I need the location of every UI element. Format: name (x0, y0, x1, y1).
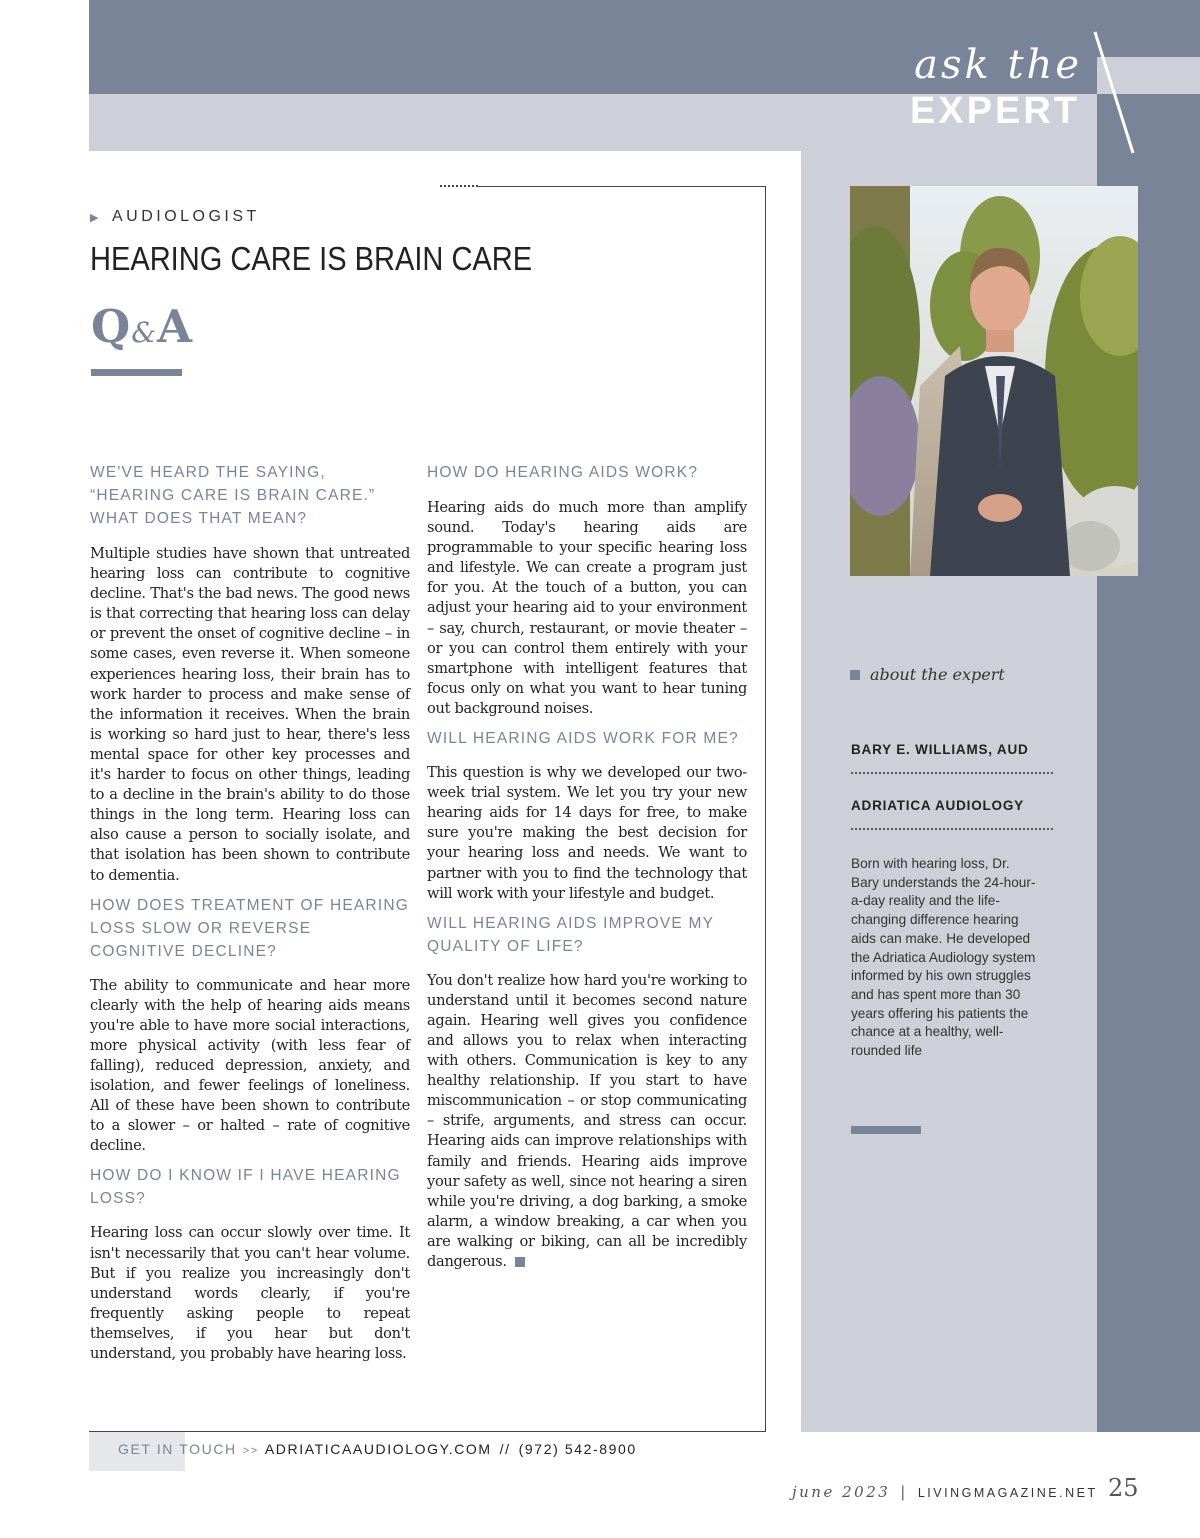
qa-amp: & (131, 316, 158, 349)
banner-ask-the: ask the (914, 42, 1082, 88)
square-bullet-icon (850, 670, 860, 680)
contact-label: GET IN TOUCH (118, 1441, 237, 1457)
answer-6-wrap (427, 971, 747, 1272)
answer-3: Hearing loss can occur slowly over time. It isn't necessarily that you can't hear volume. But if you realize you increasingly don't understand words clearly, if you're frequently asking people to repeat themselves, if you hear but don't understand, you probably have hearing loss. (90, 1224, 410, 1362)
page-number: 25 (1108, 1474, 1139, 1502)
answer-5: This question is why we developed our two-week trial system. We let you try your new hearing aids for 14 days for free, to make sure you're making the best decision for your hearing loss and needs. We want to partner with you to find the technology that will work with your lifestyle and budget. (427, 764, 747, 902)
answer-6: You don't realize how hard you're working to understand until it becomes second nature again. Hearing well gives you confidence and allows you to relax when interacting with others. Communication is key to any healthy relationship. If you start to have miscommunication – or stop communicating – strife, arguments, and stress can occur. Hearing aids can improve relationships with family and friends. Hearing aids improve your safety as well, since not hearing a siren while you're driving, a dog barking, a smoke alarm, a window breaking, a car when you are walking or biking, can all be incredibly dangerous. (427, 971, 747, 1270)
section-kicker (90, 208, 260, 226)
answer-4: Hearing aids do much more than amplify sound. Today's hearing aids are programmable to your specific hearing loss and lifestyle. We can create a program just for you. At the touch of a button, you can adjust your hearing aid to your environment – say, church, restaurant, or movie theater – or you can control them entirely with your smartphone with intelligent features that focus only on what you want to hear tuning out background noises. (427, 499, 747, 717)
issue-line (792, 1483, 1098, 1501)
banner-slash-icon (1090, 30, 1140, 160)
question-2: HOW DOES TREATMENT OF HEARING LOSS SLOW OR REVERSE COGNITIVE DECLINE? (90, 896, 409, 960)
triangle-right-icon: ▶ (90, 212, 102, 224)
frame-bottom-rule (89, 1431, 766, 1432)
dotted-divider (851, 772, 1053, 774)
end-mark-icon (515, 1257, 525, 1267)
frame-right-rule (765, 186, 766, 1432)
question-3: HOW DO I KNOW IF I HAVE HEARING LOSS? (90, 1167, 401, 1208)
phone-number[interactable]: (972) 542-8900 (518, 1441, 637, 1457)
expert-photo (850, 186, 1138, 576)
question-1: WE'VE HEARD THE SAYING, “HEARING CARE IS BRAIN CARE.” WHAT DOES THAT MEAN? (90, 464, 376, 527)
qa-a: A (157, 300, 194, 353)
frame-dots (440, 185, 478, 190)
expert-name: BARY E. WILLIAMS, AUD (851, 742, 1029, 757)
about-expert-label (850, 665, 1005, 684)
qa-underline (91, 369, 182, 376)
qa-heading (91, 300, 193, 353)
answer-2: The ability to communicate and hear more clearly with the help of hearing aids means you're able to have more social interactions, more physical activity (with less fear of falling), reduced depression, anxiety, and isolation, and fewer feelings of loneliness. All of these have been shown to contribute to a slower – or halted – rate of cognitive decline. (90, 976, 410, 1155)
question-4: HOW DO HEARING AIDS WORK? (427, 464, 699, 481)
issue-separator: | (900, 1483, 908, 1501)
contact-separator: // (499, 1441, 511, 1457)
magazine-site: LIVINGMAGAZINE.NET (917, 1486, 1098, 1500)
dotted-divider (851, 828, 1053, 830)
expert-company: ADRIATICA AUDIOLOGY (851, 798, 1024, 813)
website-link[interactable]: ADRIATICAAUDIOLOGY.COM (264, 1441, 492, 1457)
article-title: HEARING CARE IS BRAIN CARE (90, 240, 533, 277)
qa-q: Q (91, 300, 132, 353)
banner-expert: EXPERT (909, 90, 1080, 132)
about-text: about the expert (870, 665, 1005, 684)
answer-1: Multiple studies have shown that untreated hearing loss can contribute to cognitive decline. That's the bad news. The good news is that correcting that hearing loss can delay or prevent the onset of cognitive decline – in some cases, even reverse it. When someone experiences hearing loss, their brain has to work harder to process and make sense of the information it receives. When the brain is working so hard just to hear, there's less mental space for other key processes and it's harder to focus on other things, leading to a decline in the brain's ability to do those things in the long term. Hearing loss can also cause a person to socially isolate, and that isolation has been shown to contribute to dementia. (90, 545, 410, 884)
article-column-1 (90, 461, 410, 1372)
question-5: WILL HEARING AIDS WORK FOR ME? (427, 730, 739, 748)
expert-bio: Born with hearing loss, Dr. Bary understands the 24-hour-a-day reality and the life-changing difference hearing aids can make. He developed the Adriatica Audiology system informed by his own struggles and has spent more than 30 years offering his patients the chance at a healthy, well-rounded life (851, 856, 1036, 1059)
issue-date: june 2023 (792, 1483, 891, 1501)
kicker-label: AUDIOLOGIST (111, 208, 260, 225)
article-column-2 (427, 461, 747, 1280)
bio-accent-bar (851, 1126, 921, 1134)
frame-top-rule (478, 186, 766, 187)
question-6: WILL HEARING AIDS IMPROVE MY QUALITY OF LIFE? (427, 914, 714, 955)
contact-line (118, 1441, 637, 1457)
double-chevron-icon: >> (242, 1445, 259, 1457)
